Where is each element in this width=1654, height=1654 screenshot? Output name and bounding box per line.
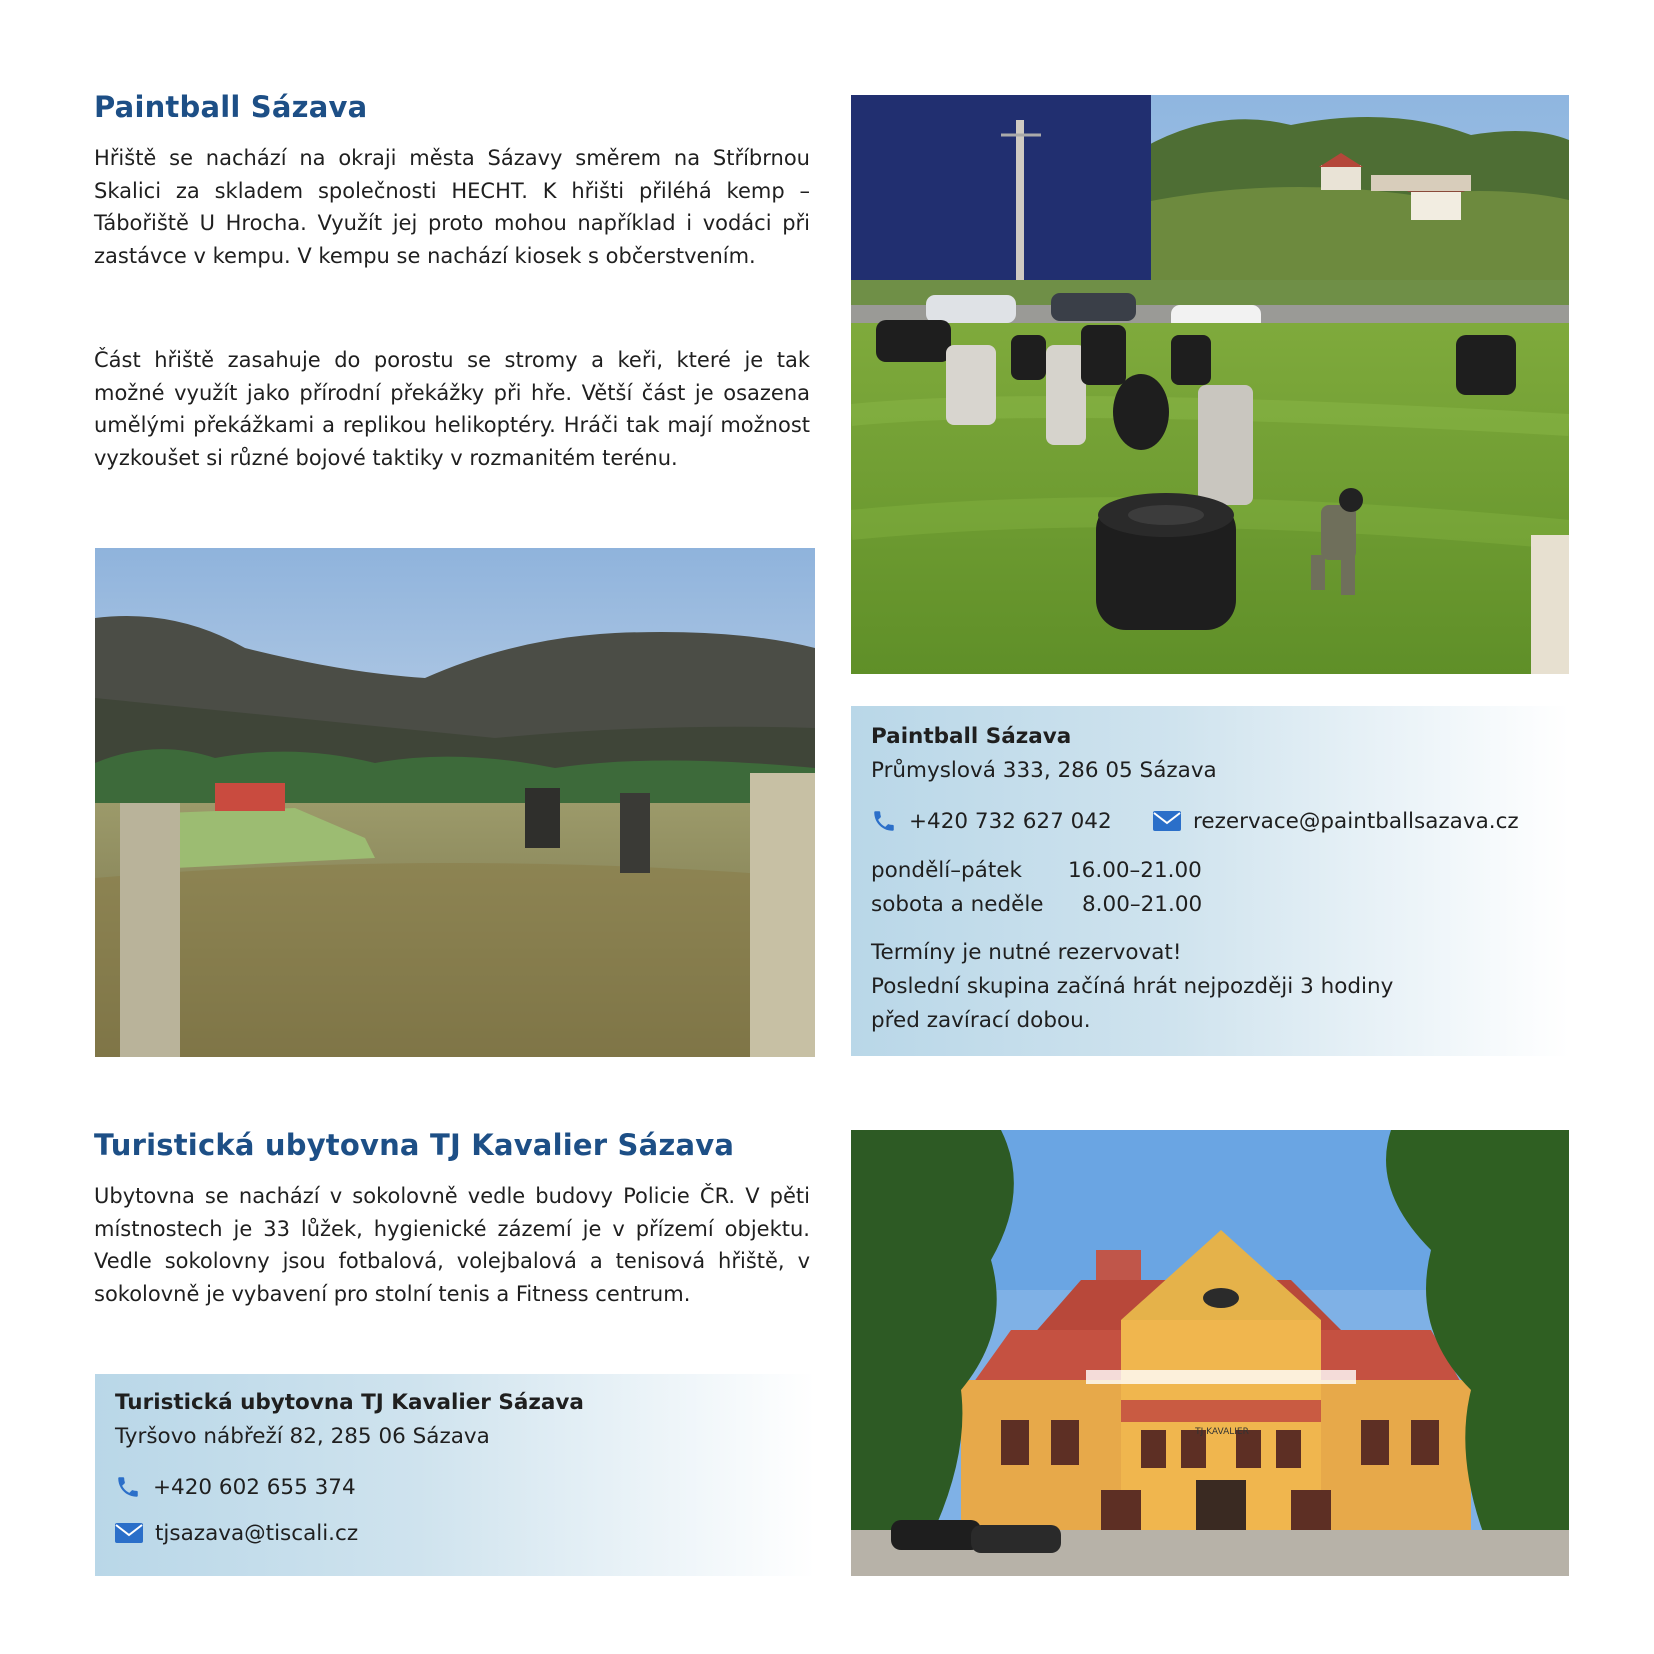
paintball-frost-field-photo — [95, 548, 815, 1057]
ubytovna-contact-box — [95, 1374, 815, 1576]
paintball-contact-name: Paintball Sázava — [871, 724, 1072, 749]
phone-icon — [115, 1474, 141, 1500]
phone-icon — [871, 808, 897, 834]
ubytovna-contact-name: Turistická ubytovna TJ Kavalier Sázava — [115, 1390, 584, 1415]
paintball-email-row — [1153, 808, 1519, 834]
paintball-note-1: Termíny je nutné rezervovat! — [871, 940, 1182, 965]
paintball-note-2: Poslední skupina začíná hrát nejpozději 3 hodiny — [871, 974, 1394, 999]
paintball-phone-row — [871, 808, 1112, 834]
ubytovna-address: Tyršovo nábřeží 82, 285 06 Sázava — [115, 1424, 490, 1449]
envelope-icon — [1153, 808, 1181, 834]
paintball-paragraph-1: Hřiště se nachází na okraji města Sázavy směrem na Stříbrnou Skalici za skladem společnosti HECHT. K hřišti přiléhá kemp – Tábořiště U Hrocha. Využít jej proto mohou například i vodáci při zastávce v kempu. V kempu se nachází kiosek s občerstvením. — [94, 146, 810, 268]
ubytovna-email-link[interactable]: tjsazava@tiscali.cz — [155, 1520, 359, 1546]
paintball-email-link[interactable]: rezervace@paintballsazava.cz — [1193, 808, 1519, 834]
ubytovna-building-photo — [851, 1130, 1569, 1576]
ubytovna-paragraph: Ubytovna se nachází v sokolovně vedle budovy Policie ČR. V pěti místnostech je 33 lůžek, hygienické zázemí je v přízemí objektu. Vedle sokolovny jsou fotbalová, volejbalová a tenisová hřiště, v sokolovně je vybavení pro stolní tenis a Fitness centrum. — [94, 1184, 810, 1306]
ubytovna-email-row — [115, 1520, 358, 1546]
envelope-icon — [115, 1520, 143, 1546]
paintball-phone-link[interactable]: +420 732 627 042 — [909, 808, 1112, 834]
paintball-hours-weekday-time: 16.00–21.00 — [1068, 858, 1202, 883]
ubytovna-title: Turistická ubytovna TJ Kavalier Sázava — [94, 1128, 735, 1162]
paintball-note-3: před zavírací dobou. — [871, 1008, 1091, 1033]
ubytovna-phone-row — [115, 1474, 356, 1500]
paintball-hours-weekday-days: pondělí–pátek — [871, 858, 1022, 883]
paintball-title: Paintball Sázava — [94, 90, 368, 124]
paintball-hours-weekend-time: 8.00–21.00 — [1082, 892, 1203, 917]
paintball-address: Průmyslová 333, 286 05 Sázava — [871, 758, 1217, 783]
paintball-field-photo — [851, 95, 1569, 674]
building-sign: TJ KAVALIER — [1195, 1427, 1249, 1437]
paintball-paragraph-2: Část hřiště zasahuje do porostu se stromy a keři, které je tak možné využít jako přírodní překážky při hře. Větší část je osazena umělými překážkami a replikou helikoptéry. Hráči tak mají možnost vyzkoušet si různé bojové taktiky v rozmanitém terénu. — [94, 348, 810, 470]
paintball-contact-box — [851, 706, 1569, 1056]
ubytovna-phone-link[interactable]: +420 602 655 374 — [153, 1474, 356, 1500]
paintball-hours-weekend-days: sobota a neděle — [871, 892, 1044, 917]
